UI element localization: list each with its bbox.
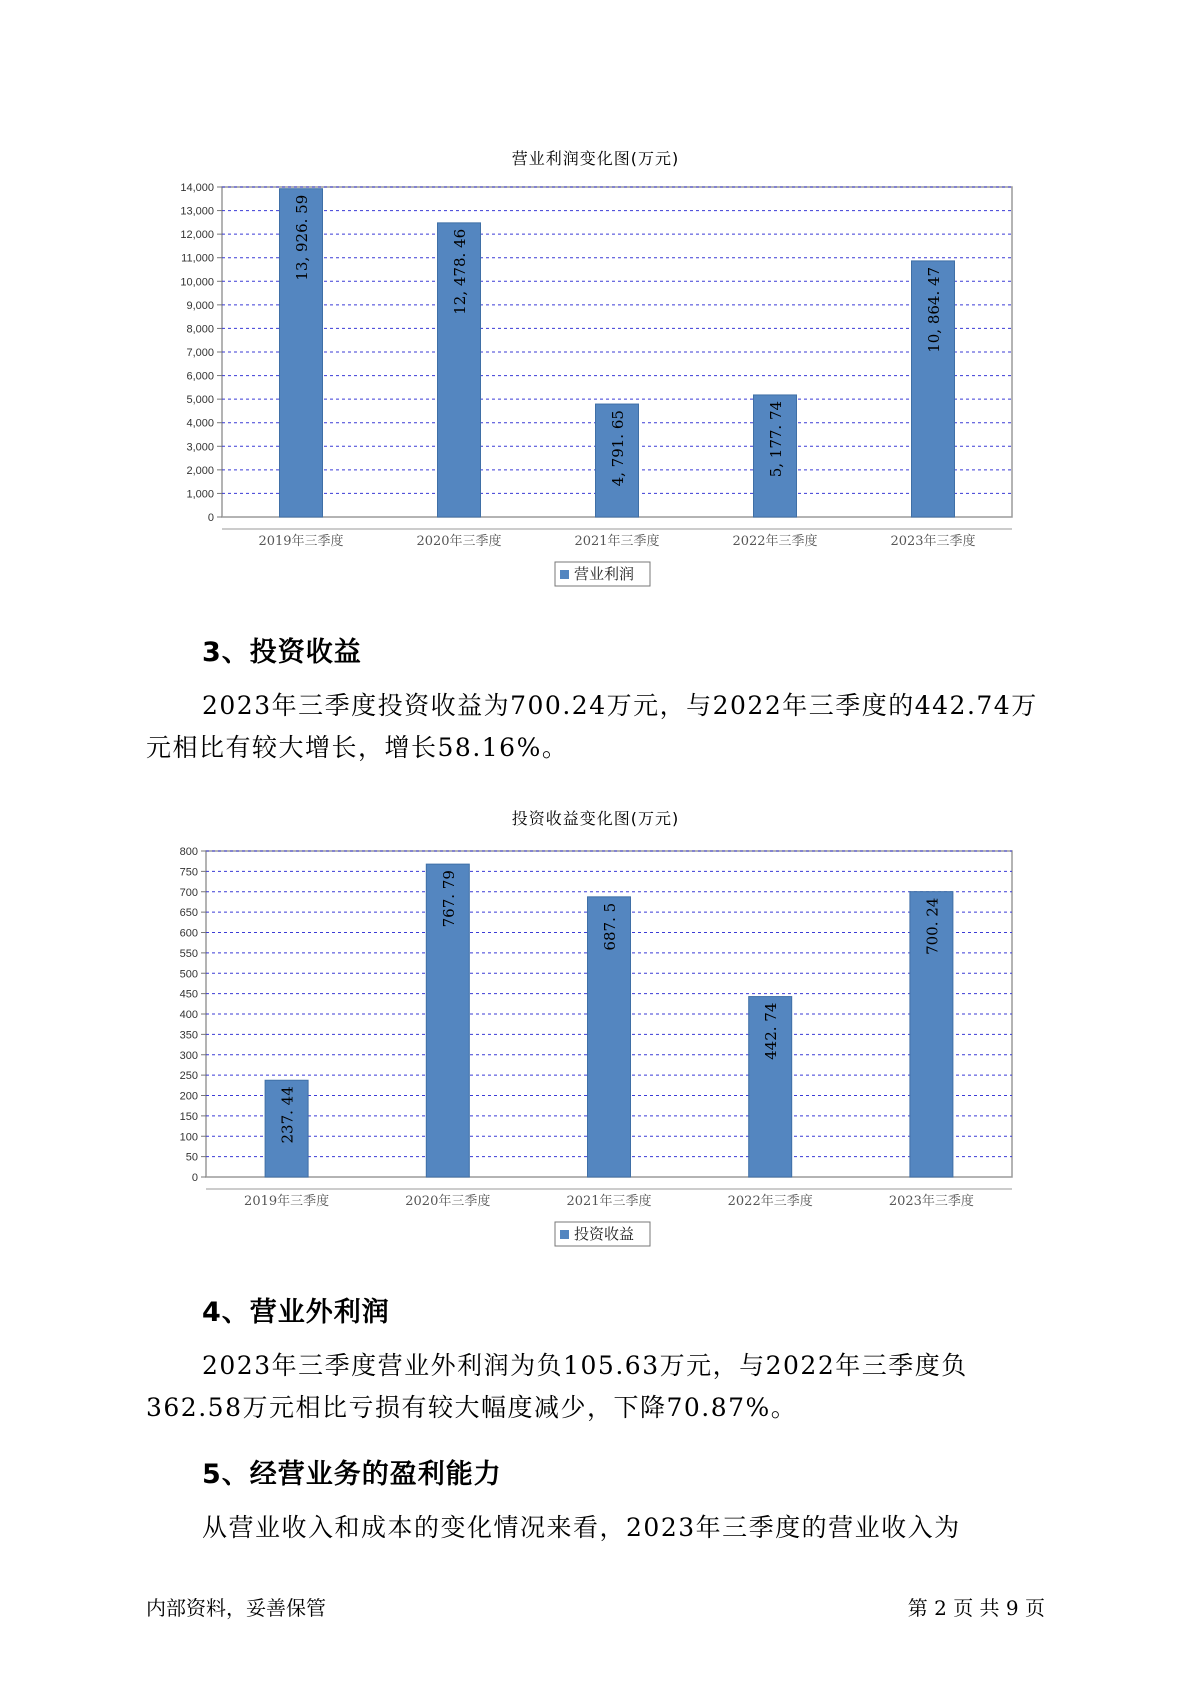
bar-value-label: 4, 791. 65 — [609, 410, 627, 487]
bar-value-label: 5, 177. 74 — [767, 400, 785, 478]
legend-swatch — [560, 570, 569, 579]
y-tick-label: 1,000 — [186, 488, 214, 501]
y-tick-label: 50 — [185, 1151, 198, 1164]
operating-profit-chart — [0, 180, 1191, 595]
bar-value-label: 442. 74 — [762, 1002, 781, 1060]
x-category-label: 2021年三季度 — [566, 1194, 652, 1209]
y-tick-label: 4,000 — [186, 417, 214, 430]
y-tick-label: 11,000 — [181, 252, 214, 265]
y-tick-label: 550 — [179, 947, 198, 960]
y-tick-label: 750 — [179, 866, 198, 879]
x-category-label: 2020年三季度 — [416, 534, 502, 549]
x-category-label: 2022年三季度 — [727, 1194, 813, 1209]
bar-value-label: 237. 44 — [278, 1086, 297, 1144]
y-tick-label: 100 — [179, 1131, 198, 1144]
y-tick-label: 200 — [179, 1090, 198, 1103]
section3-heading: 3、投资收益 — [202, 637, 362, 668]
y-tick-label: 9,000 — [186, 299, 214, 312]
chart1-title: 营业利润变化图(万元) — [511, 149, 680, 168]
bar-value-label: 700. 24 — [923, 897, 942, 955]
section4-paragraph: 2023年三季度营业外利润为负105.63万元，与2022年三季度负362.58万元相比亏损有较大幅度减少，下降70.87%。 — [146, 1351, 968, 1422]
y-tick-label: 5,000 — [186, 394, 214, 407]
y-tick-label: 700 — [179, 886, 198, 899]
y-tick-label: 450 — [179, 988, 198, 1001]
chart2-title: 投资收益变化图(万元) — [511, 809, 680, 828]
y-tick-label: 500 — [179, 968, 198, 981]
bar-value-label: 767. 79 — [439, 870, 458, 928]
y-tick-label: 150 — [179, 1110, 198, 1123]
bar-value-label: 12, 478. 46 — [451, 228, 469, 315]
legend-swatch — [560, 1230, 569, 1239]
section4-heading: 4、营业外利润 — [202, 1297, 390, 1328]
y-tick-label: 250 — [179, 1070, 198, 1083]
x-category-label: 2023年三季度 — [890, 534, 976, 549]
x-category-label: 2022年三季度 — [732, 534, 818, 549]
x-category-label: 2023年三季度 — [888, 1194, 974, 1209]
legend-label: 营业利润 — [574, 565, 635, 583]
y-tick-label: 8,000 — [186, 323, 214, 336]
footer-page-number: 第 2 页 共 9 页 — [907, 1596, 1045, 1620]
y-tick-label: 0 — [191, 1172, 198, 1184]
y-tick-label: 3,000 — [186, 441, 214, 454]
section5-heading: 5、经营业务的盈利能力 — [202, 1459, 502, 1490]
x-category-label: 2020年三季度 — [405, 1194, 491, 1209]
y-tick-label: 12,000 — [180, 229, 214, 242]
x-category-label: 2019年三季度 — [258, 534, 344, 549]
y-tick-label: 6,000 — [186, 370, 214, 383]
y-tick-label: 10,000 — [180, 276, 214, 289]
y-tick-label: 2,000 — [186, 464, 214, 477]
y-tick-label: 300 — [179, 1049, 198, 1062]
legend-label: 投资收益 — [574, 1225, 635, 1243]
y-tick-label: 600 — [179, 927, 198, 940]
bar-value-label: 10, 864. 47 — [925, 266, 943, 353]
y-tick-label: 800 — [179, 846, 198, 858]
y-tick-label: 650 — [179, 907, 198, 920]
y-tick-label: 7,000 — [186, 347, 214, 359]
x-category-label: 2021年三季度 — [574, 534, 660, 549]
footer-confidential-note: 内部资料，妥善保管 — [146, 1596, 326, 1620]
x-category-label: 2019年三季度 — [244, 1194, 330, 1209]
y-tick-label: 0 — [207, 512, 214, 524]
bar-value-label: 13, 926. 59 — [293, 194, 311, 281]
section3-paragraph: 2023年三季度投资收益为700.24万元，与2022年三季度的442.74万元相比有较大增长，增长58.16%。 — [146, 691, 1038, 762]
section5-paragraph: 从营业收入和成本的变化情况来看，2023年三季度的营业收入为 — [202, 1513, 961, 1542]
y-tick-label: 13,000 — [180, 205, 214, 218]
investment-income-chart — [0, 835, 1191, 1255]
y-tick-label: 14,000 — [180, 182, 214, 194]
y-tick-label: 400 — [179, 1009, 198, 1021]
bar-value-label: 687. 5 — [601, 902, 619, 951]
y-tick-label: 350 — [179, 1029, 198, 1042]
